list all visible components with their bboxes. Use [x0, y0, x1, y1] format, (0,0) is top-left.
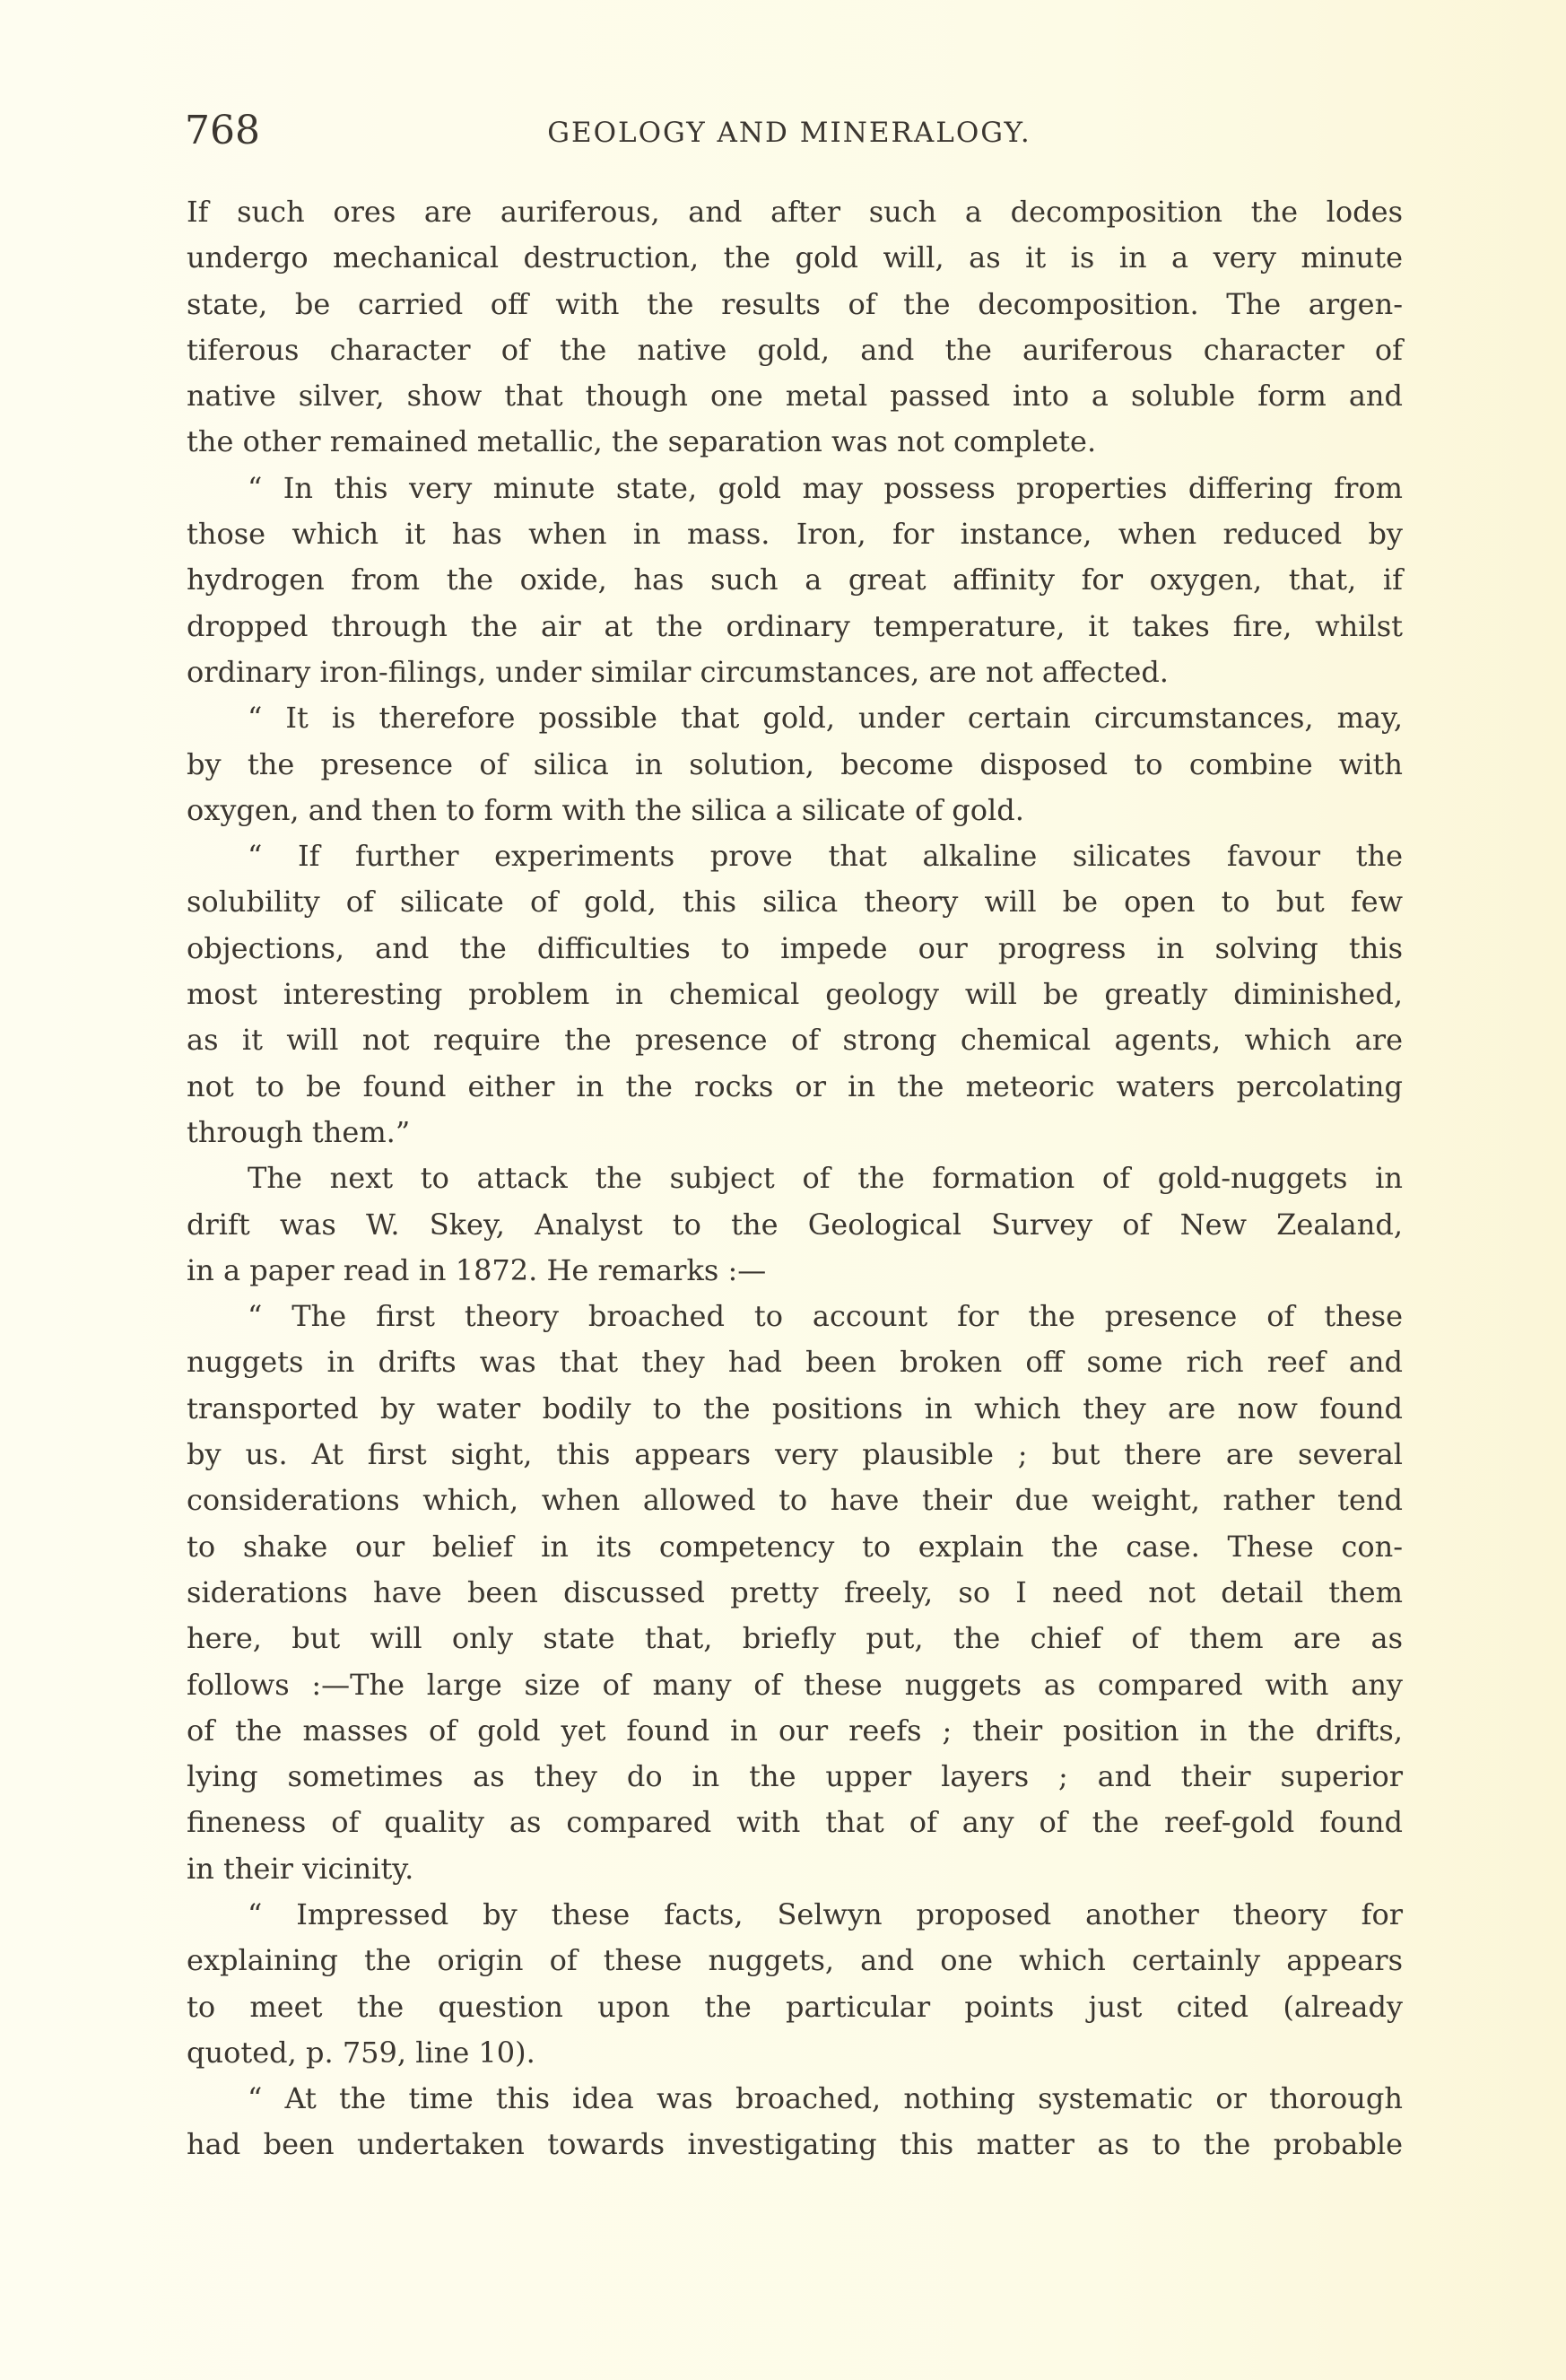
text-line: by the presence of silica in solution, become disposed to combine with — [187, 746, 1403, 781]
text-line: to shake our belief in its competency to explain the case. These con- — [187, 1529, 1403, 1564]
paragraph — [187, 1155, 1403, 1294]
text-line: in a paper read in 1872. He remarks :— — [187, 1252, 767, 1287]
text-line: lying sometimes as they do in the upper layers ; and their superior — [187, 1759, 1403, 1794]
paragraph — [187, 466, 1403, 695]
paragraph — [187, 189, 1403, 466]
text-line: “ The first theory broached to account for the presence of these — [248, 1299, 1403, 1334]
text-line: “ In this very minute state, gold may possess properties differing from — [248, 470, 1403, 505]
text-line: those which it has when in mass. Iron, for instance, when reduced by — [187, 517, 1403, 552]
text-line: state, be carried off with the results of the decomposition. The argen- — [187, 286, 1403, 321]
text-line: nuggets in drifts was that they had been broken off some rich reef and — [187, 1345, 1403, 1380]
text-line: through them.” — [187, 1114, 411, 1149]
text-line: drift was W. Skey, Analyst to the Geological Survey of New Zealand, — [187, 1207, 1403, 1242]
text-line: If such ores are auriferous, and after such a decomposition the lodes — [187, 195, 1403, 229]
text-line: The next to attack the subject of the formation of gold-nuggets in — [248, 1161, 1403, 1196]
text-line: explaining the origin of these nuggets, and one which certainly appears — [187, 1943, 1403, 1978]
paragraph — [187, 1892, 1403, 2076]
text-line: undergo mechanical destruction, the gold will, as it is in a very minute — [187, 240, 1403, 275]
text-line: transported by water bodily to the positions in which they are now found — [187, 1391, 1403, 1425]
paragraph — [187, 2076, 1403, 2168]
text-line: solubility of silicate of gold, this silica theory will be open to but few — [187, 885, 1403, 920]
text-line: dropped through the air at the ordinary temperature, it takes fire, whilst — [187, 608, 1403, 643]
text-line: of the masses of gold yet found in our reefs ; their position in the drifts, — [187, 1713, 1403, 1748]
text-line: tiferous character of the native gold, and the auriferous character of — [187, 332, 1403, 367]
text-line: “ If further experiments prove that alkaline silicates favour the — [248, 839, 1403, 874]
text-line: in their vicinity. — [187, 1851, 414, 1886]
text-line: considerations which, when allowed to have their due weight, rather tend — [187, 1483, 1403, 1518]
text-line: to meet the question upon the particular points just cited (already — [187, 1989, 1403, 2024]
text-line: native silver, show that though one metal passed into a soluble form and — [187, 379, 1403, 414]
text-line: “ At the time this idea was broached, nothing systematic or thorough — [248, 2081, 1403, 2116]
body-text — [187, 189, 1403, 2168]
text-line: quoted, p. 759, line 10). — [187, 2035, 535, 2070]
text-line: “ Impressed by these facts, Selwyn proposed another theory for — [248, 1896, 1403, 1931]
text-line: by us. At first sight, this appears very plausible ; but there are several — [187, 1437, 1403, 1472]
paragraph — [187, 833, 1403, 1155]
text-line: siderations have been discussed pretty freely, so I need not detail them — [187, 1574, 1403, 1609]
text-line: follows :—The large size of many of these nuggets as compared with any — [187, 1667, 1403, 1702]
running-title: GEOLOGY AND MINERALOGY. — [547, 117, 1031, 149]
text-line: ordinary iron-filings, under similar circumstances, are not affected. — [187, 654, 1169, 689]
text-line: here, but will only state that, briefly put, the chief of them are as — [187, 1621, 1403, 1656]
text-line: “ It is therefore possible that gold, under certain circumstances, may, — [248, 701, 1403, 736]
page-number: 768 — [185, 108, 260, 153]
text-line: oxygen, and then to form with the silica a silicate of gold. — [187, 792, 1024, 827]
paragraph — [187, 695, 1403, 833]
text-line: the other remained metallic, the separation was not complete. — [187, 424, 1097, 459]
text-line: most interesting problem in chemical geology will be greatly diminished, — [187, 977, 1403, 1012]
text-line: as it will not require the presence of strong chemical agents, which are — [187, 1023, 1403, 1058]
text-line: had been undertaken towards investigating this matter as to the probable — [187, 2127, 1403, 2162]
paragraph — [187, 1294, 1403, 1892]
text-line: hydrogen from the oxide, has such a great affinity for oxygen, that, if — [187, 562, 1403, 597]
text-line: not to be found either in the rocks or in the meteoric waters percolating — [187, 1068, 1403, 1103]
text-line: objections, and the difficulties to impede our progress in solving this — [187, 930, 1403, 965]
text-line: fineness of quality as compared with that of any of the reef-gold found — [187, 1805, 1403, 1840]
